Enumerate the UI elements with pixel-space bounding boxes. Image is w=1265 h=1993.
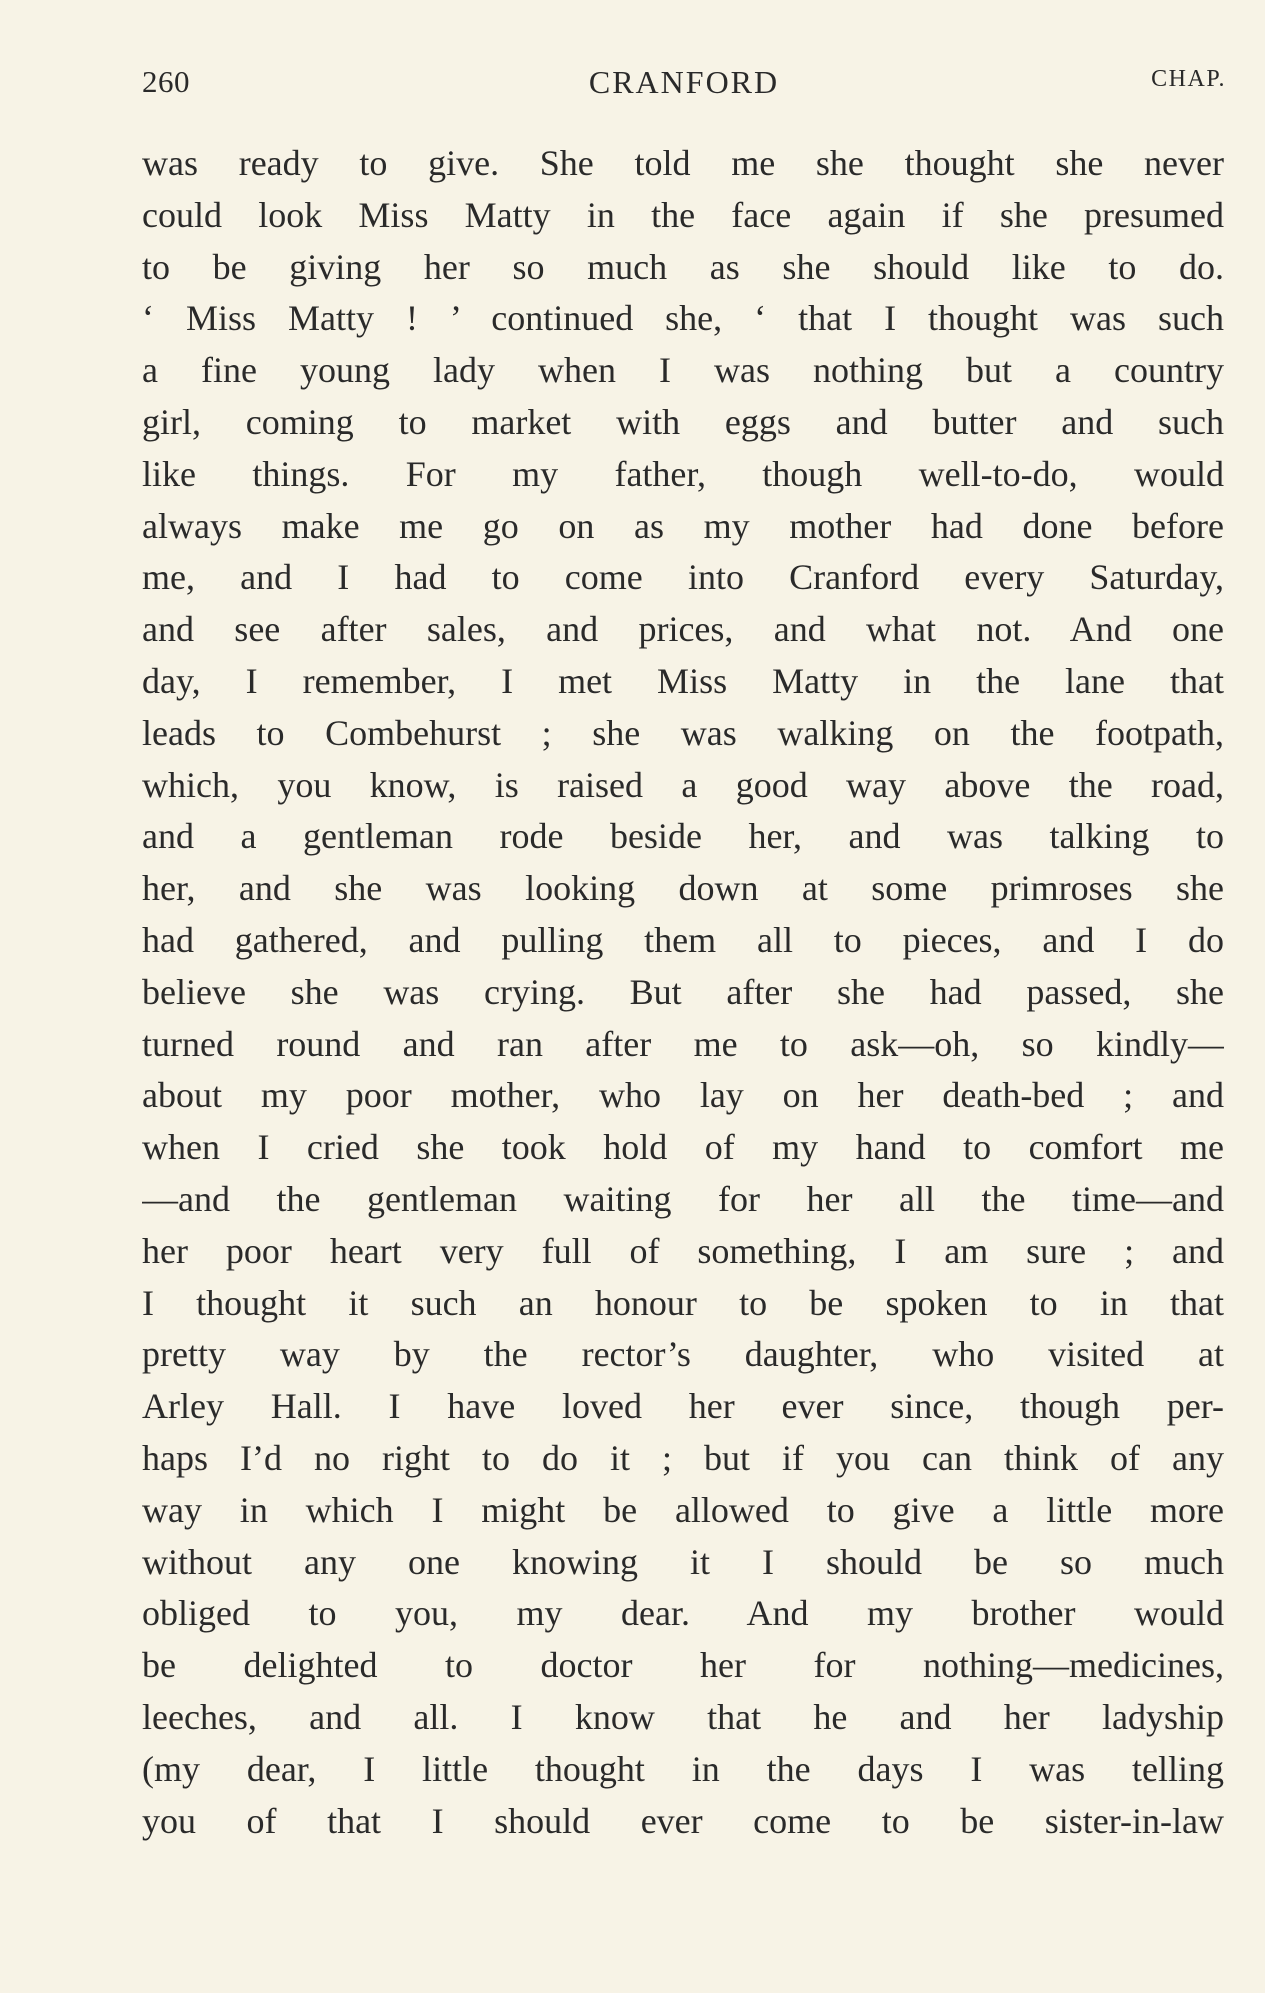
- text-line: leeches, and all. I know that he and her ladyship: [142, 1696, 1224, 1737]
- text-line: —and the gentleman waiting for her all the time—and: [142, 1178, 1224, 1219]
- text-line: ‘ Miss Matty ! ’ continued she, ‘ that I thought was such: [142, 298, 1224, 339]
- text-line: and see after sales, and prices, and what not. And one: [142, 609, 1224, 650]
- text-line: which, you know, is raised a good way above the road,: [142, 764, 1224, 805]
- text-line: like things. For my father, though well-to-do, would: [142, 453, 1224, 494]
- page-number: 260: [142, 64, 190, 99]
- text-line: a fine young lady when I was nothing but a country: [142, 350, 1224, 391]
- text-line: had gathered, and pulling them all to pieces, and I do: [142, 919, 1224, 960]
- text-line: could look Miss Matty in the face again if she presumed: [142, 194, 1224, 235]
- text-line: Arley Hall. I have loved her ever since, though per-: [142, 1386, 1224, 1427]
- text-line: and a gentleman rode beside her, and was talking to: [142, 816, 1224, 857]
- text-line: me, and I had to come into Cranford every Saturday,: [142, 557, 1224, 598]
- text-line: always make me go on as my mother had done before: [142, 505, 1224, 546]
- text-line: believe she was crying. But after she had passed, she: [142, 971, 1224, 1012]
- text-line: day, I remember, I met Miss Matty in the lane that: [142, 660, 1224, 701]
- text-line: without any one knowing it I should be so much: [142, 1541, 1224, 1582]
- text-line: (my dear, I little thought in the days I was telling: [142, 1748, 1224, 1789]
- text-line: be delighted to doctor her for nothing—medicines,: [142, 1645, 1224, 1686]
- text-line: leads to Combehurst ; she was walking on the footpath,: [142, 712, 1224, 753]
- text-line: when I cried she took hold of my hand to comfort me: [142, 1127, 1224, 1168]
- text-line: pretty way by the rector’s daughter, who visited at: [142, 1334, 1224, 1375]
- text-line: obliged to you, my dear. And my brother would: [142, 1593, 1224, 1634]
- text-line: you of that I should ever come to be sister-in-law: [142, 1800, 1224, 1841]
- text-line: her poor heart very full of something, I am sure ; and: [142, 1230, 1224, 1271]
- text-line: about my poor mother, who lay on her death-bed ; and: [142, 1075, 1224, 1116]
- text-line: was ready to give. She told me she thought she never: [142, 143, 1224, 183]
- text-line: to be giving her so much as she should like to do.: [142, 246, 1224, 287]
- chapter-label: CHAP.: [1151, 66, 1226, 92]
- running-title: CRANFORD: [588, 64, 780, 100]
- text-line: her, and she was looking down at some primroses she: [142, 868, 1224, 909]
- text-line: I thought it such an honour to be spoken to in that: [142, 1282, 1224, 1323]
- text-line: haps I’d no right to do it ; but if you can think of any: [142, 1437, 1224, 1478]
- text-line: turned round and ran after me to ask—oh, so kindly—: [142, 1023, 1224, 1064]
- text-line: girl, coming to market with eggs and butter and such: [142, 401, 1224, 442]
- text-line: way in which I might be allowed to give a little more: [142, 1489, 1224, 1530]
- body-text: [142, 138, 1224, 1847]
- running-head: [142, 60, 1226, 106]
